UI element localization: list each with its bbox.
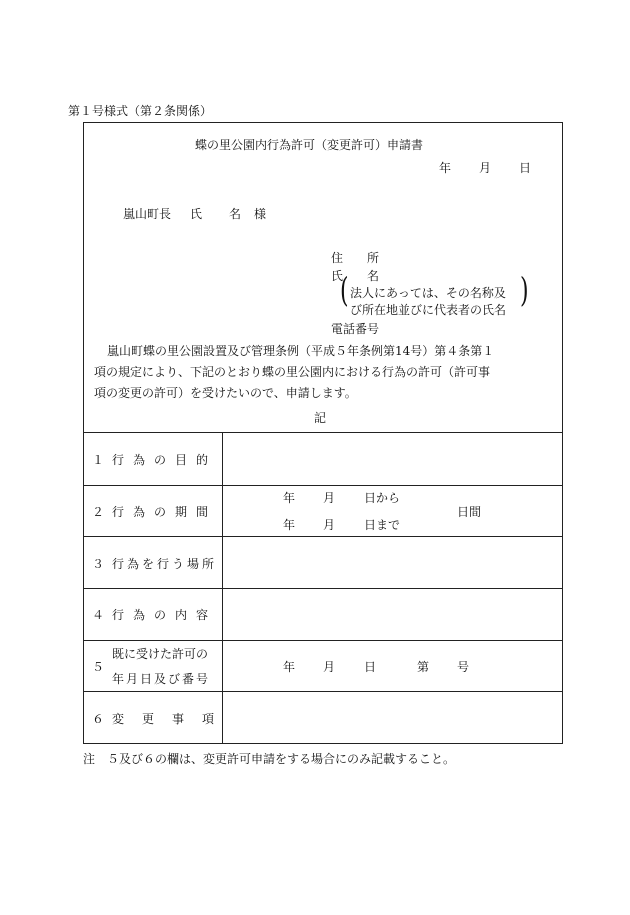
period-from-day: 日から xyxy=(364,491,401,505)
prev-permit-no-suffix: 号 xyxy=(457,660,470,674)
form-title: 蝶の里公園内行為許可（変更許可）申請書 xyxy=(195,138,424,152)
date-year: 年 xyxy=(439,161,452,175)
row-3-label: 行為を行う場所 xyxy=(112,557,218,571)
addressee-honorific-1: 氏 xyxy=(190,207,203,221)
period-from-year: 年 xyxy=(283,491,296,505)
period-days: 日間 xyxy=(457,505,482,519)
row-divider xyxy=(83,536,563,537)
row-divider xyxy=(83,640,563,641)
prev-permit-no-prefix: 第 xyxy=(417,660,430,674)
column-divider xyxy=(222,432,223,743)
row-6-number: ６ xyxy=(92,712,105,726)
row-divider xyxy=(83,485,563,486)
row-divider xyxy=(83,588,563,589)
ki-label: 記 xyxy=(314,411,327,425)
date-day: 日 xyxy=(519,161,532,175)
row-5-label-line-2: 年月日及び番号 xyxy=(112,672,211,686)
corp-note-line-2: び所在地並びに代表者の氏名 xyxy=(350,303,507,317)
addressee-honorific-2: 名 xyxy=(229,207,242,221)
row-4-number: ４ xyxy=(92,608,105,622)
prev-permit-month: 月 xyxy=(323,660,336,674)
phone-label: 電話番号 xyxy=(331,322,380,336)
row-divider xyxy=(83,691,563,692)
period-to-year: 年 xyxy=(283,518,296,532)
date-month: 月 xyxy=(479,161,492,175)
row-5-label-line-1: 既に受けた許可の xyxy=(112,647,209,661)
left-bracket: ( xyxy=(340,271,349,311)
row-1-label: 行為の目的 xyxy=(112,453,218,467)
row-1-number: １ xyxy=(92,453,105,467)
row-6-label: 変更事項 xyxy=(112,712,233,726)
address-label: 住 所 xyxy=(331,251,380,265)
period-to-month: 月 xyxy=(323,518,336,532)
name-label: 氏 名 xyxy=(331,269,380,283)
body-line-3: 項の変更の許可）を受けたいので、申請します。 xyxy=(94,386,357,400)
row-2-number: ２ xyxy=(92,505,105,519)
row-3-number: ３ xyxy=(92,557,105,571)
addressee-name: 嵐山町長 xyxy=(123,207,172,221)
row-5-number: ５ xyxy=(92,660,105,674)
corp-note-line-1: 法人にあっては、その名称及 xyxy=(350,286,506,300)
prev-permit-year: 年 xyxy=(283,660,296,674)
period-to-day: 日まで xyxy=(364,518,401,532)
body-line-1: 嵐山町蝶の里公園設置及び管理条例（平成５年条例第14号）第４条第１ xyxy=(107,344,495,358)
footnote: 注 ５及び６の欄は、変更許可申請をする場合にのみ記載すること。 xyxy=(83,752,456,766)
prev-permit-day: 日 xyxy=(364,660,377,674)
body-line-2: 項の規定により、下記のとおり蝶の里公園内における行為の許可（許可事 xyxy=(94,365,491,379)
row-4-label: 行為の内容 xyxy=(112,608,218,622)
table-top-line xyxy=(83,432,563,433)
period-from-month: 月 xyxy=(323,491,336,505)
row-2-label: 行為の期間 xyxy=(112,505,218,519)
form-number: 第１号様式（第２条関係） xyxy=(68,104,213,118)
right-bracket: ) xyxy=(520,271,529,311)
addressee-honorific-3: 様 xyxy=(254,207,267,221)
